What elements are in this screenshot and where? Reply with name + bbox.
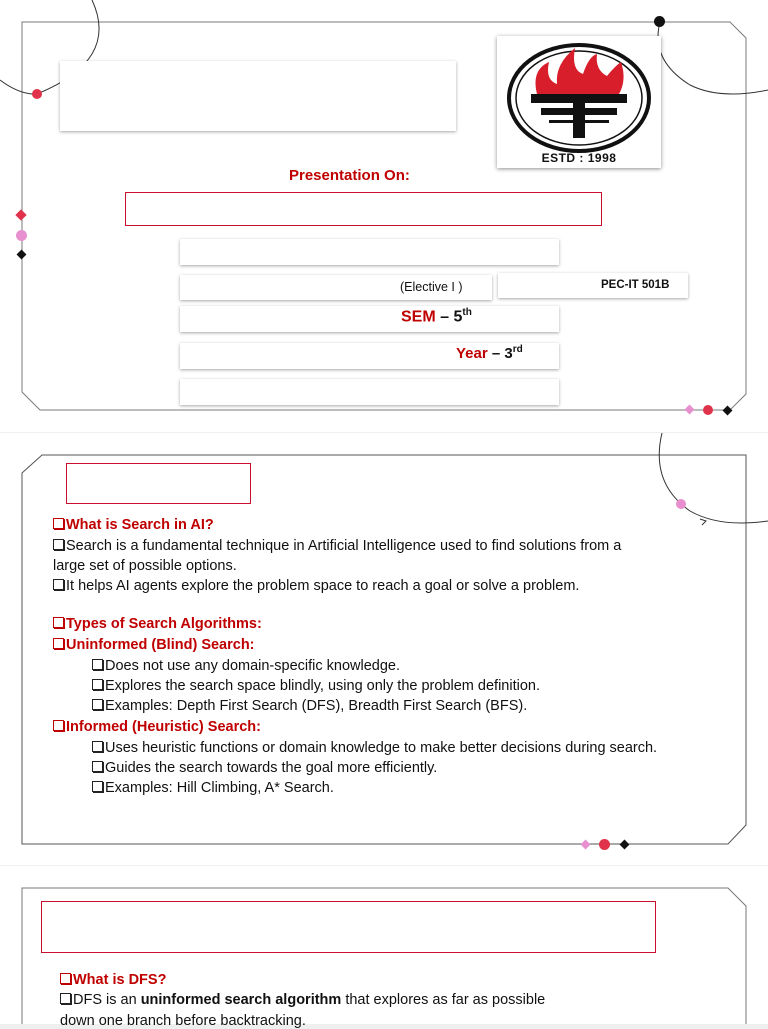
bullet-icon bbox=[60, 973, 71, 984]
slide-2-line-4 bbox=[53, 616, 262, 632]
heading-what-is-dfs: What is DFS? bbox=[73, 972, 167, 988]
footer-box bbox=[180, 379, 559, 405]
name-box bbox=[180, 239, 559, 265]
slide-2-line-10 bbox=[92, 740, 657, 756]
text-informed-2: Guides the search towards the goal more efficiently. bbox=[105, 760, 438, 776]
presentation-on-label: Presentation On: bbox=[289, 167, 410, 184]
slide-2-line-7 bbox=[92, 678, 540, 694]
title-box bbox=[60, 61, 456, 131]
bullet-icon bbox=[92, 761, 103, 772]
subject-box bbox=[180, 275, 492, 300]
text-uninformed-2: Explores the search space blindly, using only the problem definition. bbox=[105, 678, 540, 694]
red-dot-small bbox=[703, 405, 713, 415]
slide-2-line-6 bbox=[92, 658, 400, 674]
logo-estd-text: ESTD : 1998 bbox=[541, 151, 617, 165]
year-box bbox=[180, 343, 559, 369]
dfs-text-pre: DFS is an bbox=[73, 992, 141, 1008]
year-value: – 3 bbox=[487, 345, 513, 362]
black-dot bbox=[654, 16, 665, 27]
bullet-icon bbox=[92, 679, 103, 690]
text-uninformed-3: Examples: Depth First Search (DFS), Breadth First Search (BFS). bbox=[105, 698, 528, 714]
course-code-box bbox=[498, 273, 688, 298]
slide-3-line-1 bbox=[60, 992, 545, 1008]
sem-value: – 5 bbox=[435, 308, 463, 326]
heading-search-in-ai: What is Search in AI? bbox=[66, 517, 214, 533]
text-search-definition: Search is a fundamental technique in Artificial Intelligence used to find solutions from a bbox=[66, 538, 622, 554]
topic-box bbox=[125, 192, 602, 226]
slide-3-line-2 bbox=[60, 1013, 306, 1029]
bullet-icon bbox=[60, 993, 71, 1004]
text-uninformed-1: Does not use any domain-specific knowledge. bbox=[105, 658, 400, 674]
bullet-icon bbox=[53, 617, 64, 628]
bullet-icon bbox=[92, 741, 103, 752]
slide-2-line-2 bbox=[53, 558, 237, 574]
heading-uninformed: Uninformed (Blind) Search: bbox=[66, 637, 255, 653]
bullet-icon bbox=[53, 638, 64, 649]
bullet-icon bbox=[53, 720, 64, 731]
text-informed-3: Examples: Hill Climbing, A* Search. bbox=[105, 780, 334, 796]
slide-2-line-11 bbox=[92, 760, 437, 776]
slide-1 bbox=[0, 0, 768, 432]
sem-box bbox=[180, 306, 559, 332]
sem-superscript: th bbox=[462, 307, 472, 318]
course-code-text: PEC-IT 501B bbox=[601, 279, 670, 291]
slide-2-line-0 bbox=[53, 517, 214, 533]
slide-3-heading bbox=[60, 972, 166, 988]
bullet-icon bbox=[92, 781, 103, 792]
slide-2-line-5 bbox=[53, 637, 255, 653]
dfs-text-line2: down one branch before backtracking. bbox=[60, 1013, 306, 1029]
pink-dot bbox=[676, 499, 686, 509]
sem-label: SEM bbox=[401, 308, 436, 326]
text-informed-1: Uses heuristic functions or domain knowledge to make better decisions during search. bbox=[105, 740, 658, 756]
year-text bbox=[456, 344, 523, 362]
college-logo-emblem bbox=[497, 36, 661, 168]
dfs-text-post: that explores as far as possible bbox=[341, 992, 546, 1008]
slide-2-line-8 bbox=[92, 698, 527, 714]
bullet-icon bbox=[53, 539, 64, 550]
slide-2-title-box bbox=[66, 463, 251, 504]
slide-2 bbox=[0, 433, 768, 865]
heading-types: Types of Search Algorithms: bbox=[66, 616, 262, 632]
slide-2-line-3 bbox=[53, 578, 579, 594]
bullet-icon bbox=[53, 518, 64, 529]
slide-2-line-1 bbox=[53, 538, 621, 554]
slide-3-title-box bbox=[41, 901, 656, 953]
bullet-icon bbox=[53, 579, 64, 590]
year-label: Year bbox=[456, 345, 488, 362]
bullet-icon bbox=[92, 659, 103, 670]
red-dot-small bbox=[599, 839, 610, 850]
sem-text bbox=[401, 307, 472, 326]
text-ai-agents: It helps AI agents explore the problem space to reach a goal or solve a problem. bbox=[66, 578, 580, 594]
year-superscript: rd bbox=[512, 344, 523, 355]
bullet-icon bbox=[92, 699, 103, 710]
pink-dot bbox=[16, 230, 27, 241]
college-logo bbox=[497, 36, 661, 168]
dfs-text-bold: uninformed search algorithm bbox=[140, 992, 342, 1008]
elective-text: (Elective I ) bbox=[400, 280, 463, 294]
heading-informed: Informed (Heuristic) Search: bbox=[66, 719, 261, 735]
slide-3 bbox=[0, 866, 768, 1029]
slide-2-line-12 bbox=[92, 780, 334, 796]
text-search-definition-cont: large set of possible options. bbox=[53, 558, 237, 574]
slide-2-line-9 bbox=[53, 719, 261, 735]
red-dot bbox=[32, 89, 42, 99]
